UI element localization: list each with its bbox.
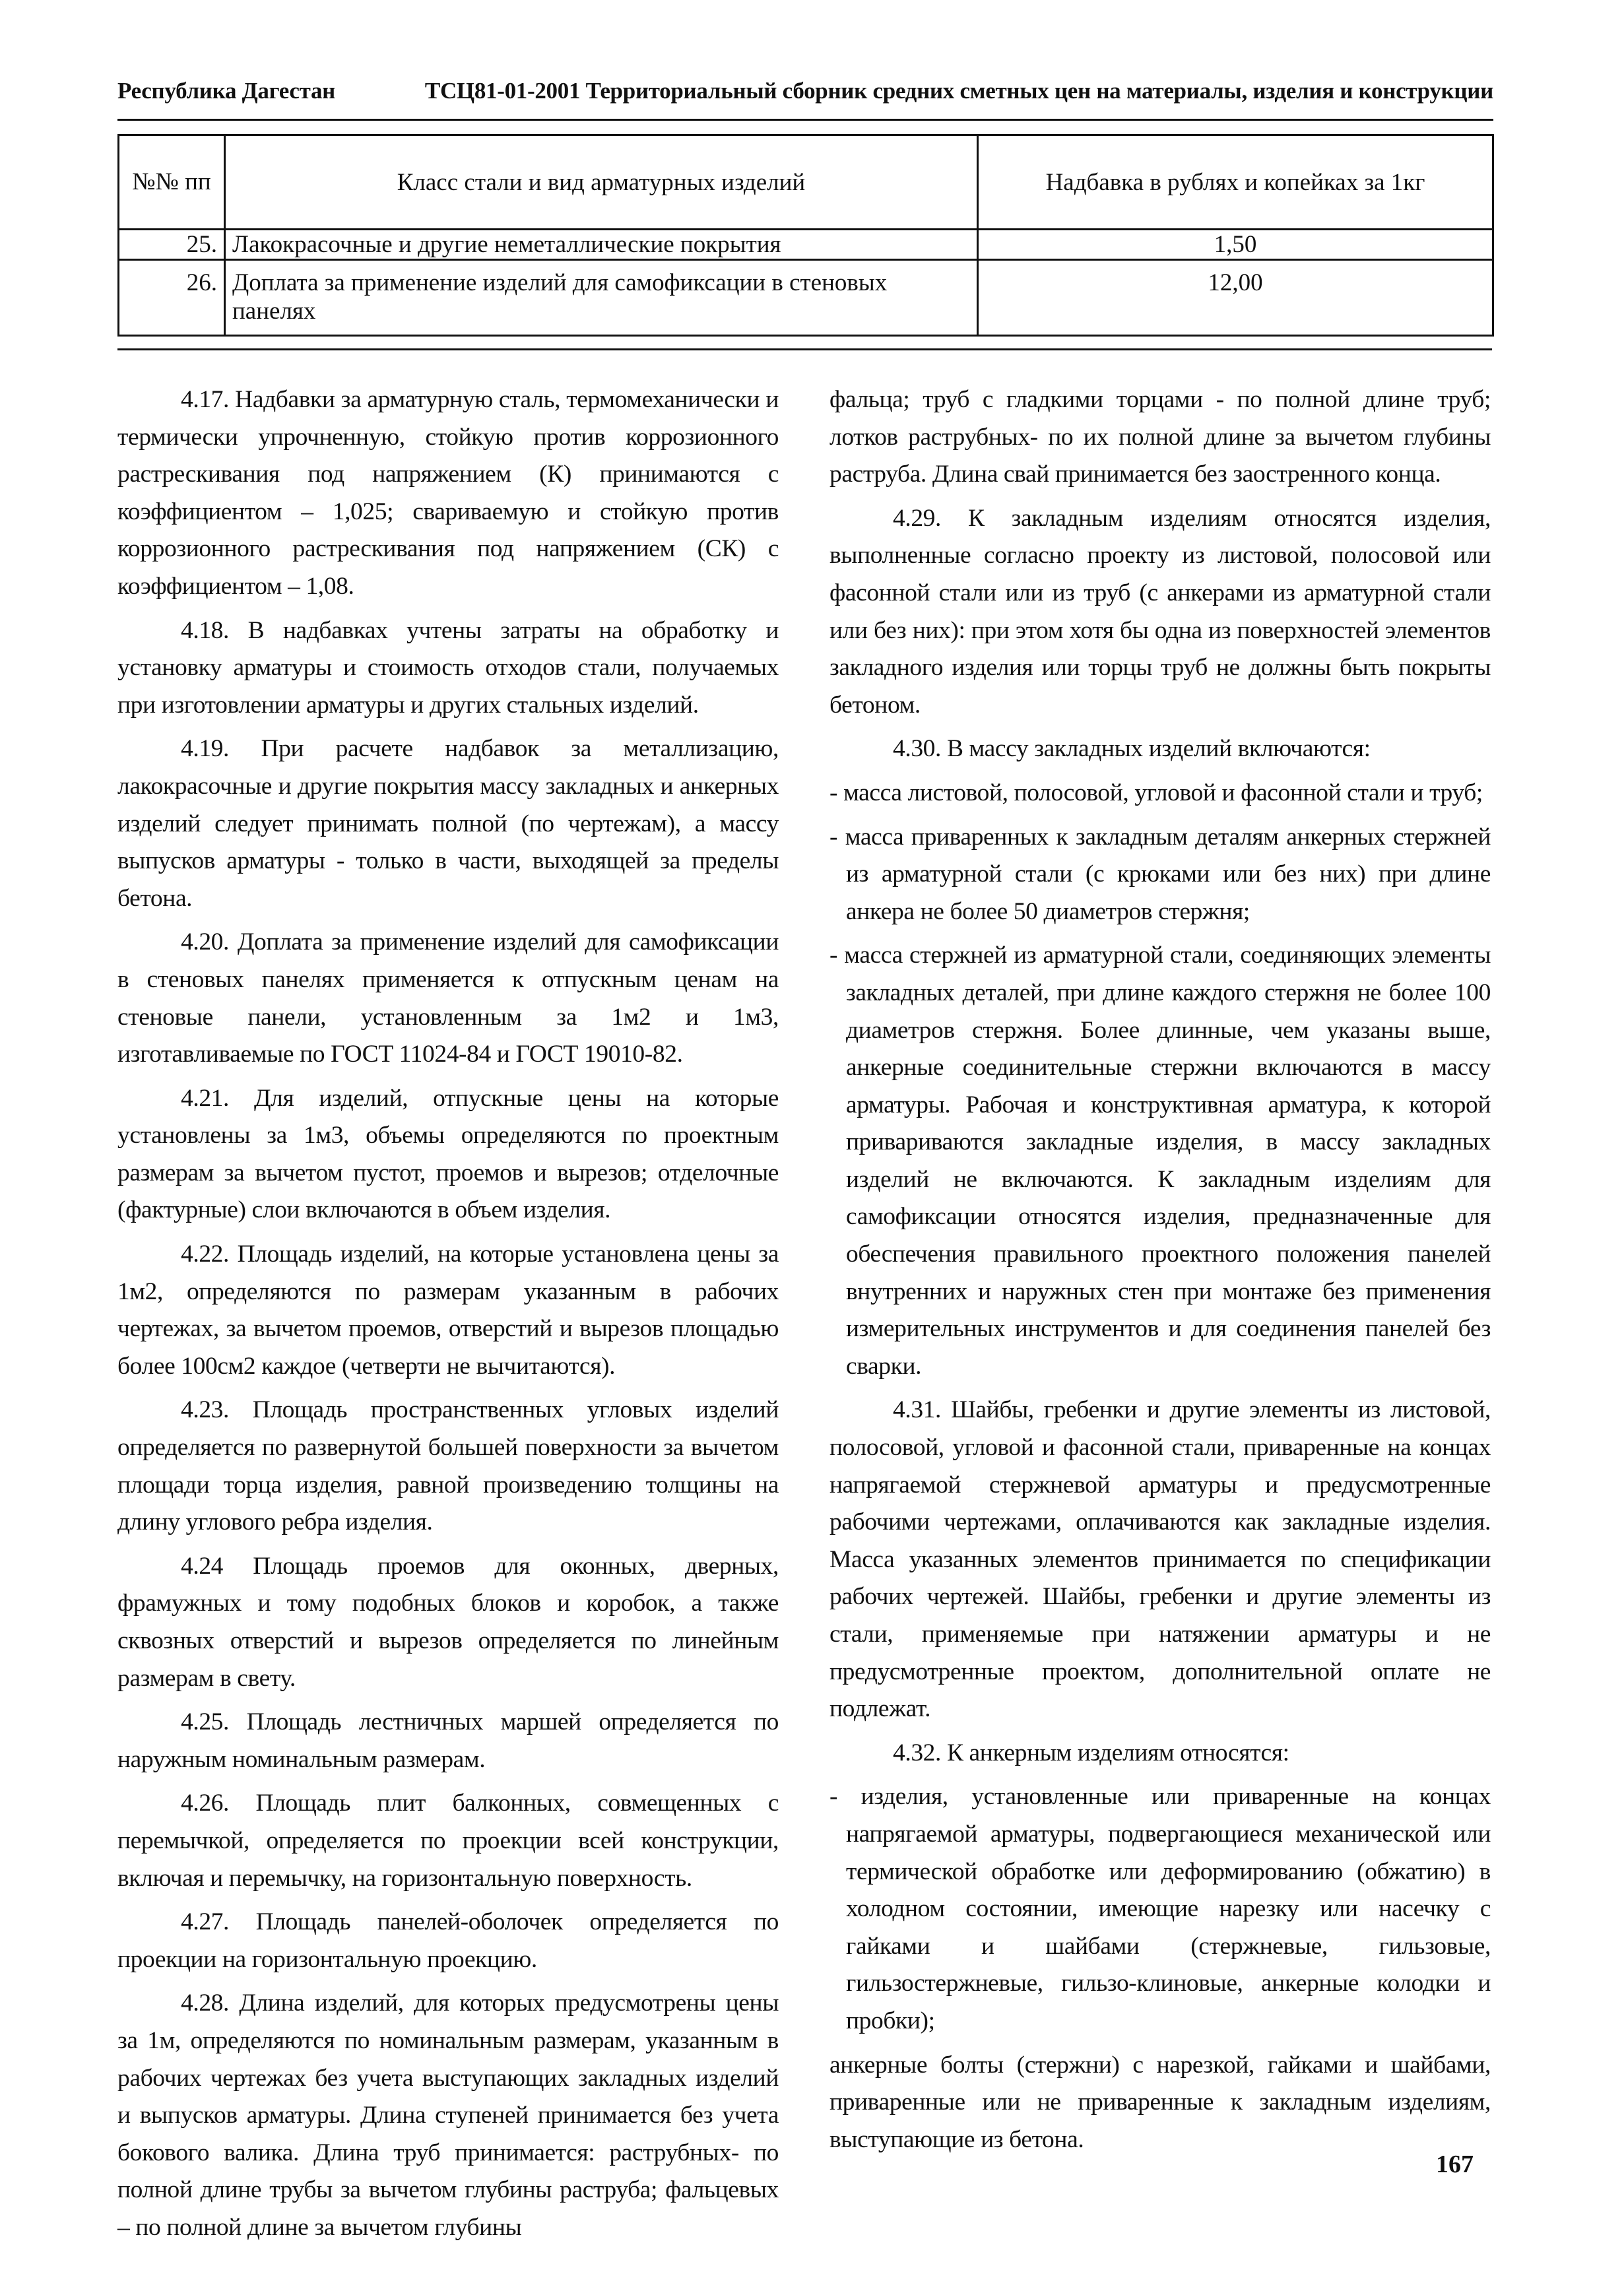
table-bottom-rule [117, 348, 1492, 350]
right-text-column [829, 381, 1491, 2165]
paragraph-4-24: 4.24 Площадь проемов для оконных, дверных, фрамужных и тому подобных блоков и коробок, а также сквозных отверстий и вырезов определяется по линейным размерам в свету. [117, 1552, 779, 1692]
paragraph-4-32: 4.32. К анкерным изделиям относятся: [893, 1739, 1289, 1766]
column-header-class: Класс стали и вид арматурных изделий [225, 135, 978, 230]
paragraph-4-17: 4.17. Надбавки за арматурную сталь, термомеханически и термически упрочненную, стойкую против коррозионного растрескивания под напряжением (К) принимаются с коэффициентом – 1,025; свариваемую и стойкую против коррозионного растрескивания под напряжением (СК) с коэффициентом – 1,08. [117, 386, 779, 600]
list-item: анкерные болты (стержни) с нарезкой, гайками и шайбами, приваренные или не приваренные к закладным изделиям, выступающие из бетона. [829, 2051, 1491, 2153]
table-header-row [119, 135, 1493, 230]
list-item: - масса приваренных к закладным деталям анкерных стержней из арматурной стали (с крюками или без них) при длине анкера не более 50 диаметров стержня; [829, 823, 1491, 925]
column-header-number: №№ пп [119, 135, 225, 230]
paragraph-4-30: 4.30. В массу закладных изделий включаются: [893, 735, 1371, 763]
row-name: Доплата за применение изделий для самофиксации в стеновых панелях [225, 260, 978, 336]
page-header [117, 78, 1493, 104]
list-item: - изделия, установленные или приваренные на концах напрягаемой арматуры, подвергающиеся механической или термической обработке или деформированию (обжатию) в холодном состоянии, имеющие нарезку или насечку с гайками и шайбами (стержневые, гильзовые, гильзостержневые, гильзо-клиновые, анкерные колодки и пробки); [829, 1783, 1491, 2034]
paragraph-4-31: 4.31. Шайбы, гребенки и другие элементы из листовой, полосовой, угловой и фасонной стали, приваренные на концах напрягаемой стержневой арматуры и предусмотренные рабочими чертежами, оплачиваются как закладные изделия. Масса указанных элементов принимается по спецификации рабочих чертежей. Шайбы, гребенки и другие элементы из стали, применяемые при натяжении арматуры и не предусмотренные проектом, дополнительной оплате не подлежат. [829, 1396, 1491, 1723]
row-value: 1,50 [978, 230, 1493, 260]
paragraph-4-28: 4.28. Длина изделий, для которых предусмотрены цены за 1м, определяются по номинальным размерам, указанным в рабочих чертежах без учета выступающих закладных изделий и выпусков арматуры. Длина ступеней принимается без учета бокового валика. Длина труб принимается: раструбных- по полной длине трубы за вычетом глубины раструба; фальцевых – по полной длине за вычетом глубины [117, 1989, 779, 2241]
left-text-column [117, 381, 779, 2253]
paragraph-4-19: 4.19. При расчете надбавок за металлизацию, лакокрасочные и другие покрытия массу закладных и анкерных изделий следует принимать полной (по чертежам), а массу выпусков арматуры - только в части, выходящей за пределы бетона. [117, 735, 779, 912]
row-name: Лакокрасочные и другие неметаллические покрытия [225, 230, 978, 260]
paragraph-continuation: фальца; труб с гладкими торцами - по полной длине труб; лотков раструбных- по их полной длине за вычетом глубины раструба. Длина свай принимается без заостренного конца. [829, 386, 1491, 488]
paragraph-4-29: 4.29. К закладным изделиям относятся изделия, выполненные согласно проекту из листовой, полосовой или фасонной стали или из труб (с анкерами из арматурной стали или без них): при этом хотя бы одна из поверхностей элементов закладного изделия или торцы труб не должны быть покрыты бетоном. [829, 504, 1491, 719]
paragraph-4-20: 4.20. Доплата за применение изделий для самофиксации в стеновых панелях применяется к отпускным ценам на стеновые панели, установленным за 1м2 и 1м3, изготавливаемые по ГОСТ 11024-84 и ГОСТ 19010-82. [117, 928, 779, 1068]
paragraph-4-22: 4.22. Площадь изделий, на которые установлена цены за 1м2, определяются по размерам указанным в рабочих чертежах, за вычетом проемов, отверстий и вырезов площадью более 100см2 каждое (четверти не вычитаются). [117, 1241, 779, 1380]
header-title: ТСЦ81-01-2001 Территориальный сборник средних сметных цен на материалы, изделия и конструкции [424, 78, 1493, 104]
header-region: Республика Дагестан [117, 78, 336, 104]
row-value: 12,00 [978, 260, 1493, 336]
list-item: - масса стержней из арматурной стали, соединяющих элементы закладных деталей, при длине каждого стержня не более 100 диаметров стержня. Более длинные, чем указаны выше, анкерные соединительные стержни включаются в массу арматуры. Рабочая и конструктивная арматура, к которой привариваются закладные изделия, в массу закладных изделий не включаются. К закладным изделиям для самофиксации относятся изделия, предназначенные для обеспечения правильного проектного положения панелей внутренних и наружных стен при монтаже без применения измерительных инструментов и для соединения панелей без сварки. [829, 942, 1491, 1380]
paragraph-4-18: 4.18. В надбавках учтены затраты на обработку и установку арматуры и стоимость отходов стали, получаемых при изготовлении арматуры и других стальных изделий. [117, 616, 779, 719]
header-divider [117, 119, 1493, 121]
row-number: 25. [119, 230, 225, 260]
column-header-surcharge: Надбавка в рублях и копейках за 1кг [978, 135, 1493, 230]
paragraph-4-27: 4.27. Площадь панелей-оболочек определяется по проекции на горизонтальную проекцию. [117, 1908, 779, 1973]
paragraph-4-21: 4.21. Для изделий, отпускные цены на которые установлены за 1м3, объемы определяются по проектным размерам за вычетом пустот, проемов и вырезов; отделочные (фактурные) слои включаются в объем изделия. [117, 1084, 779, 1224]
paragraph-4-26: 4.26. Площадь плит балконных, совмещенных с перемычкой, определяется по проекции всей конструкции, включая и перемычку, на горизонтальную поверхность. [117, 1790, 779, 1892]
paragraph-4-23: 4.23. Площадь пространственных угловых изделий определяется по развернутой большей поверхности за вычетом площади торца изделия, равной произведению толщины на длину углового ребра изделия. [117, 1396, 779, 1536]
table-row [119, 260, 1493, 336]
paragraph-4-25: 4.25. Площадь лестничных маршей определяется по наружным номинальным размерам. [117, 1708, 779, 1773]
table-row [119, 230, 1493, 260]
page-number: 167 [1436, 2150, 1474, 2178]
row-number: 26. [119, 260, 225, 336]
list-item: - масса листовой, полосовой, угловой и фасонной стали и труб; [829, 779, 1483, 806]
surcharge-table [117, 134, 1492, 337]
